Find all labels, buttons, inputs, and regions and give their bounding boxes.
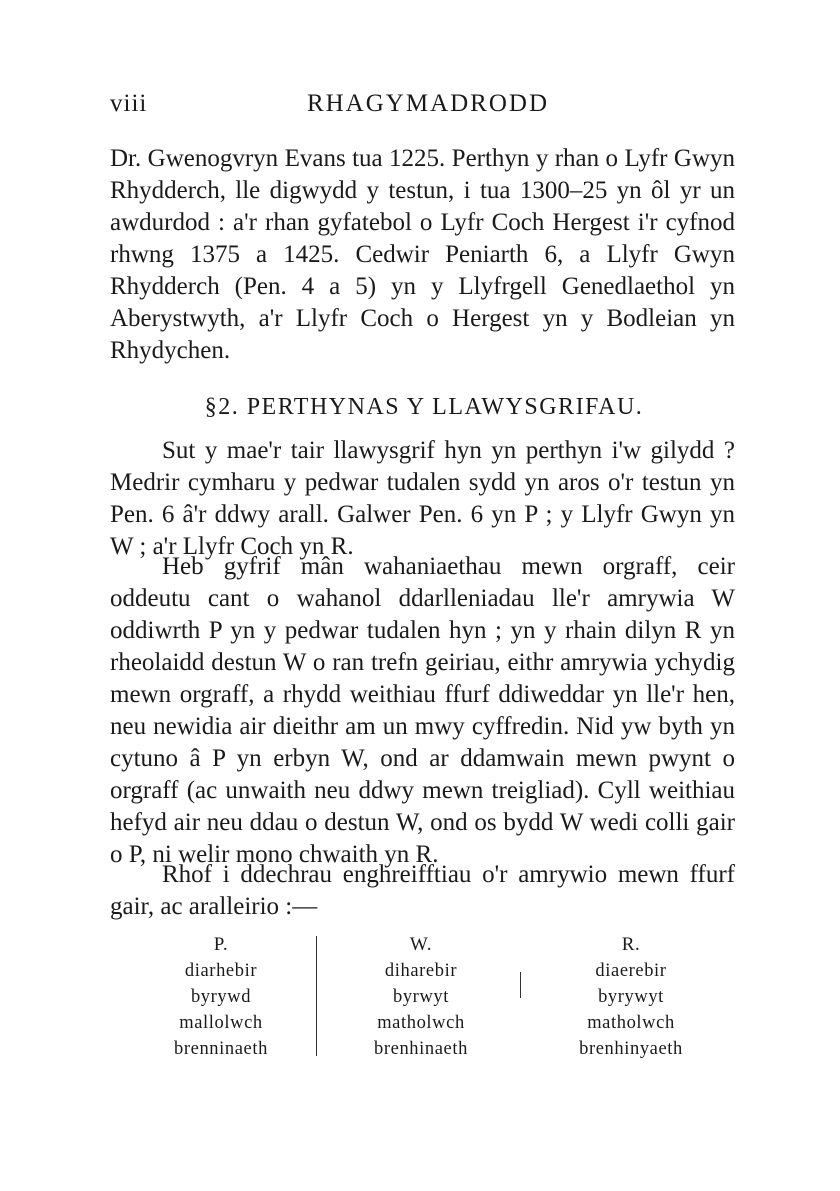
variant-word: byrywd	[190, 987, 252, 1007]
column-heading: R.	[621, 934, 641, 955]
column-heading: P.	[213, 934, 229, 955]
variants-column-p	[146, 932, 296, 1062]
variant-word: brenninaeth	[174, 1039, 268, 1059]
variants-column-r	[546, 932, 716, 1062]
variant-word: byrywyt	[598, 987, 664, 1007]
variant-word: matholwch	[377, 1013, 465, 1033]
section-heading: §2. PERTHYNAS Y LLAWYSGRIFAU.	[204, 394, 644, 420]
column-divider	[316, 936, 317, 1056]
column-divider	[520, 972, 521, 998]
paragraph-manuscript-dates: Dr. Gwenogvryn Evans tua 1225. Perthyn y rhan o Lyfr Gwyn Rhydderch, lle digwydd y testun, i tua 1300–25 yn ôl yr un awdurdod : a'r rhan gyfatebol o Lyfr Coch Hergest i'r cyfnod rhwng 1375 a 1425. Cedwir Peniarth 6, a Llyfr Gwyn Rhydderch (Pen. 4 a 5) yn y Llyfrgell Genedlaethol yn Aberystwyth, a'r Llyfr Coch o Hergest yn y Bodleian yn Rhydychen.	[110, 145, 735, 364]
paragraph-examples-intro: Rhof i ddechrau enghreifftiau o'r amrywio mewn ffurf gair, ac aralleirio :—	[110, 861, 735, 920]
variant-word: matholwch	[587, 1013, 675, 1033]
variants-table	[146, 932, 716, 1062]
variant-word: diaerebir	[595, 961, 667, 981]
page-number: viii	[110, 90, 148, 117]
paragraph-variant-readings: Heb gyfrif mân wahaniaethau mewn orgraff, ceir oddeutu cant o wahanol ddarlleniadau lle'r amrywia W oddiwrth P yn y pedwar tudalen hyn ; yn y rhain dilyn R yn rheolaidd destun W o ran trefn geiriau, eithr amrywia ychydig mewn orgraff, a rhydd weithiau ffurf ddiweddar yn lle'r hen, neu newidia air dieithr am un mwy cyffredin. Nid yw byth yn cytuno â P yn erbyn W, ond ar ddamwain mewn pwynt o orgraff (ac unwaith neu ddwy mewn treigliad). Cyll weithiau hefyd air neu ddau o destun W, ond os bydd W wedi colli gair o P, ni welir mono chwaith yn R.	[110, 553, 735, 868]
paragraph-manuscript-relation: Sut y mae'r tair llawysgrif hyn yn perthyn i'w gilydd ? Medrir cymharu y pedwar tudalen sydd yn aros o'r testun yn Pen. 6 â'r ddwy arall. Galwer Pen. 6 yn P ; y Llyfr Gwyn yn W ; a'r Llyfr Coch yn R.	[110, 437, 735, 560]
variant-word: brenhinyaeth	[579, 1039, 683, 1059]
variants-column-w	[326, 932, 516, 1062]
column-heading: W.	[409, 934, 433, 955]
variant-word: diharebir	[384, 961, 458, 981]
running-title: RHAGYMADRODD	[306, 90, 550, 117]
variant-word: byrwyt	[392, 987, 449, 1007]
variant-word: brenhinaeth	[374, 1039, 468, 1059]
running-head	[110, 90, 738, 130]
variant-word: diarhebir	[184, 961, 258, 981]
variant-word: mallolwch	[179, 1013, 263, 1033]
book-page	[110, 0, 738, 1191]
